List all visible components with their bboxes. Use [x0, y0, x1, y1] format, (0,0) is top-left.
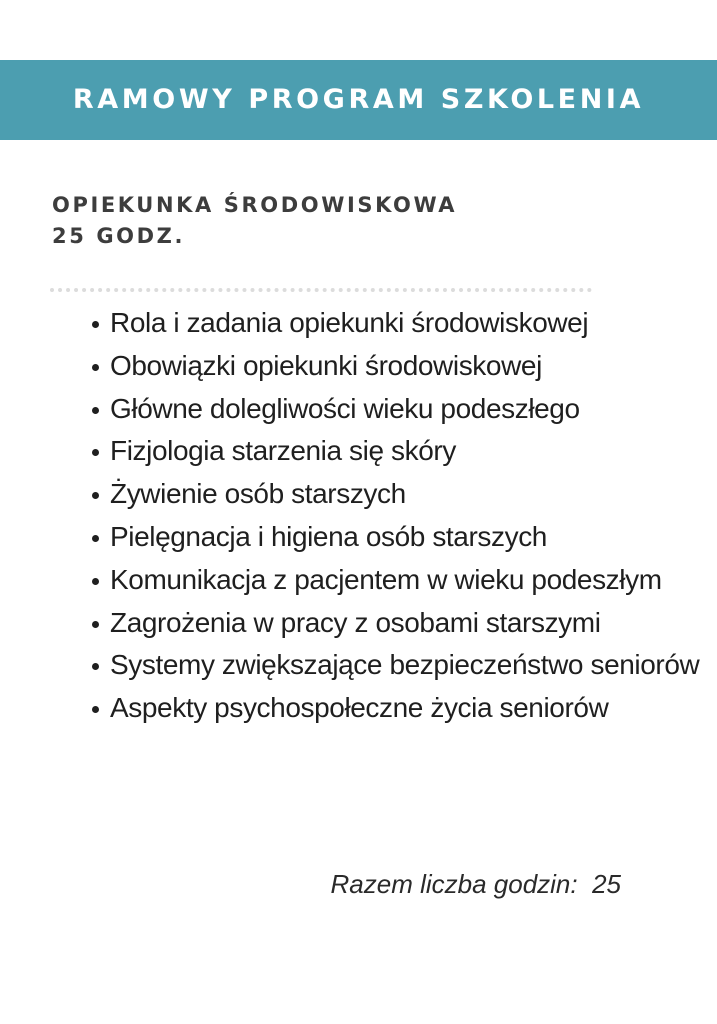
topic-item: Systemy zwiększające bezpieczeństwo seniorów: [110, 644, 700, 687]
topic-item: Pielęgnacja i higiena osób starszych: [110, 516, 700, 559]
topic-item: Żywienie osób starszych: [110, 473, 700, 516]
topic-item: Aspekty psychospołeczne życia seniorów: [110, 687, 700, 730]
topic-item: Rola i zadania opiekunki środowiskowej: [110, 302, 700, 345]
total-hours-label: Razem liczba godzin:: [330, 869, 578, 899]
topic-list: [110, 302, 700, 730]
dotted-divider: [50, 288, 592, 292]
topic-item: Komunikacja z pacjentem w wieku podeszłym: [110, 559, 700, 602]
course-hours: 25 GODZ.: [52, 224, 186, 248]
topic-item: Zagrożenia w pracy z osobami starszymi: [110, 602, 700, 645]
topic-item: Obowiązki opiekunki środowiskowej: [110, 345, 700, 388]
total-hours-value: 25: [592, 869, 621, 899]
page-title: RAMOWY PROGRAM SZKOLENIA: [72, 84, 645, 115]
topic-item: Główne dolegliwości wieku podeszłego: [110, 388, 700, 431]
total-hours: [331, 866, 622, 902]
header-banner: [0, 60, 717, 140]
course-heading: [52, 190, 457, 252]
course-name: OPIEKUNKA ŚRODOWISKOWA: [52, 193, 458, 217]
topic-item: Fizjologia starzenia się skóry: [110, 430, 700, 473]
